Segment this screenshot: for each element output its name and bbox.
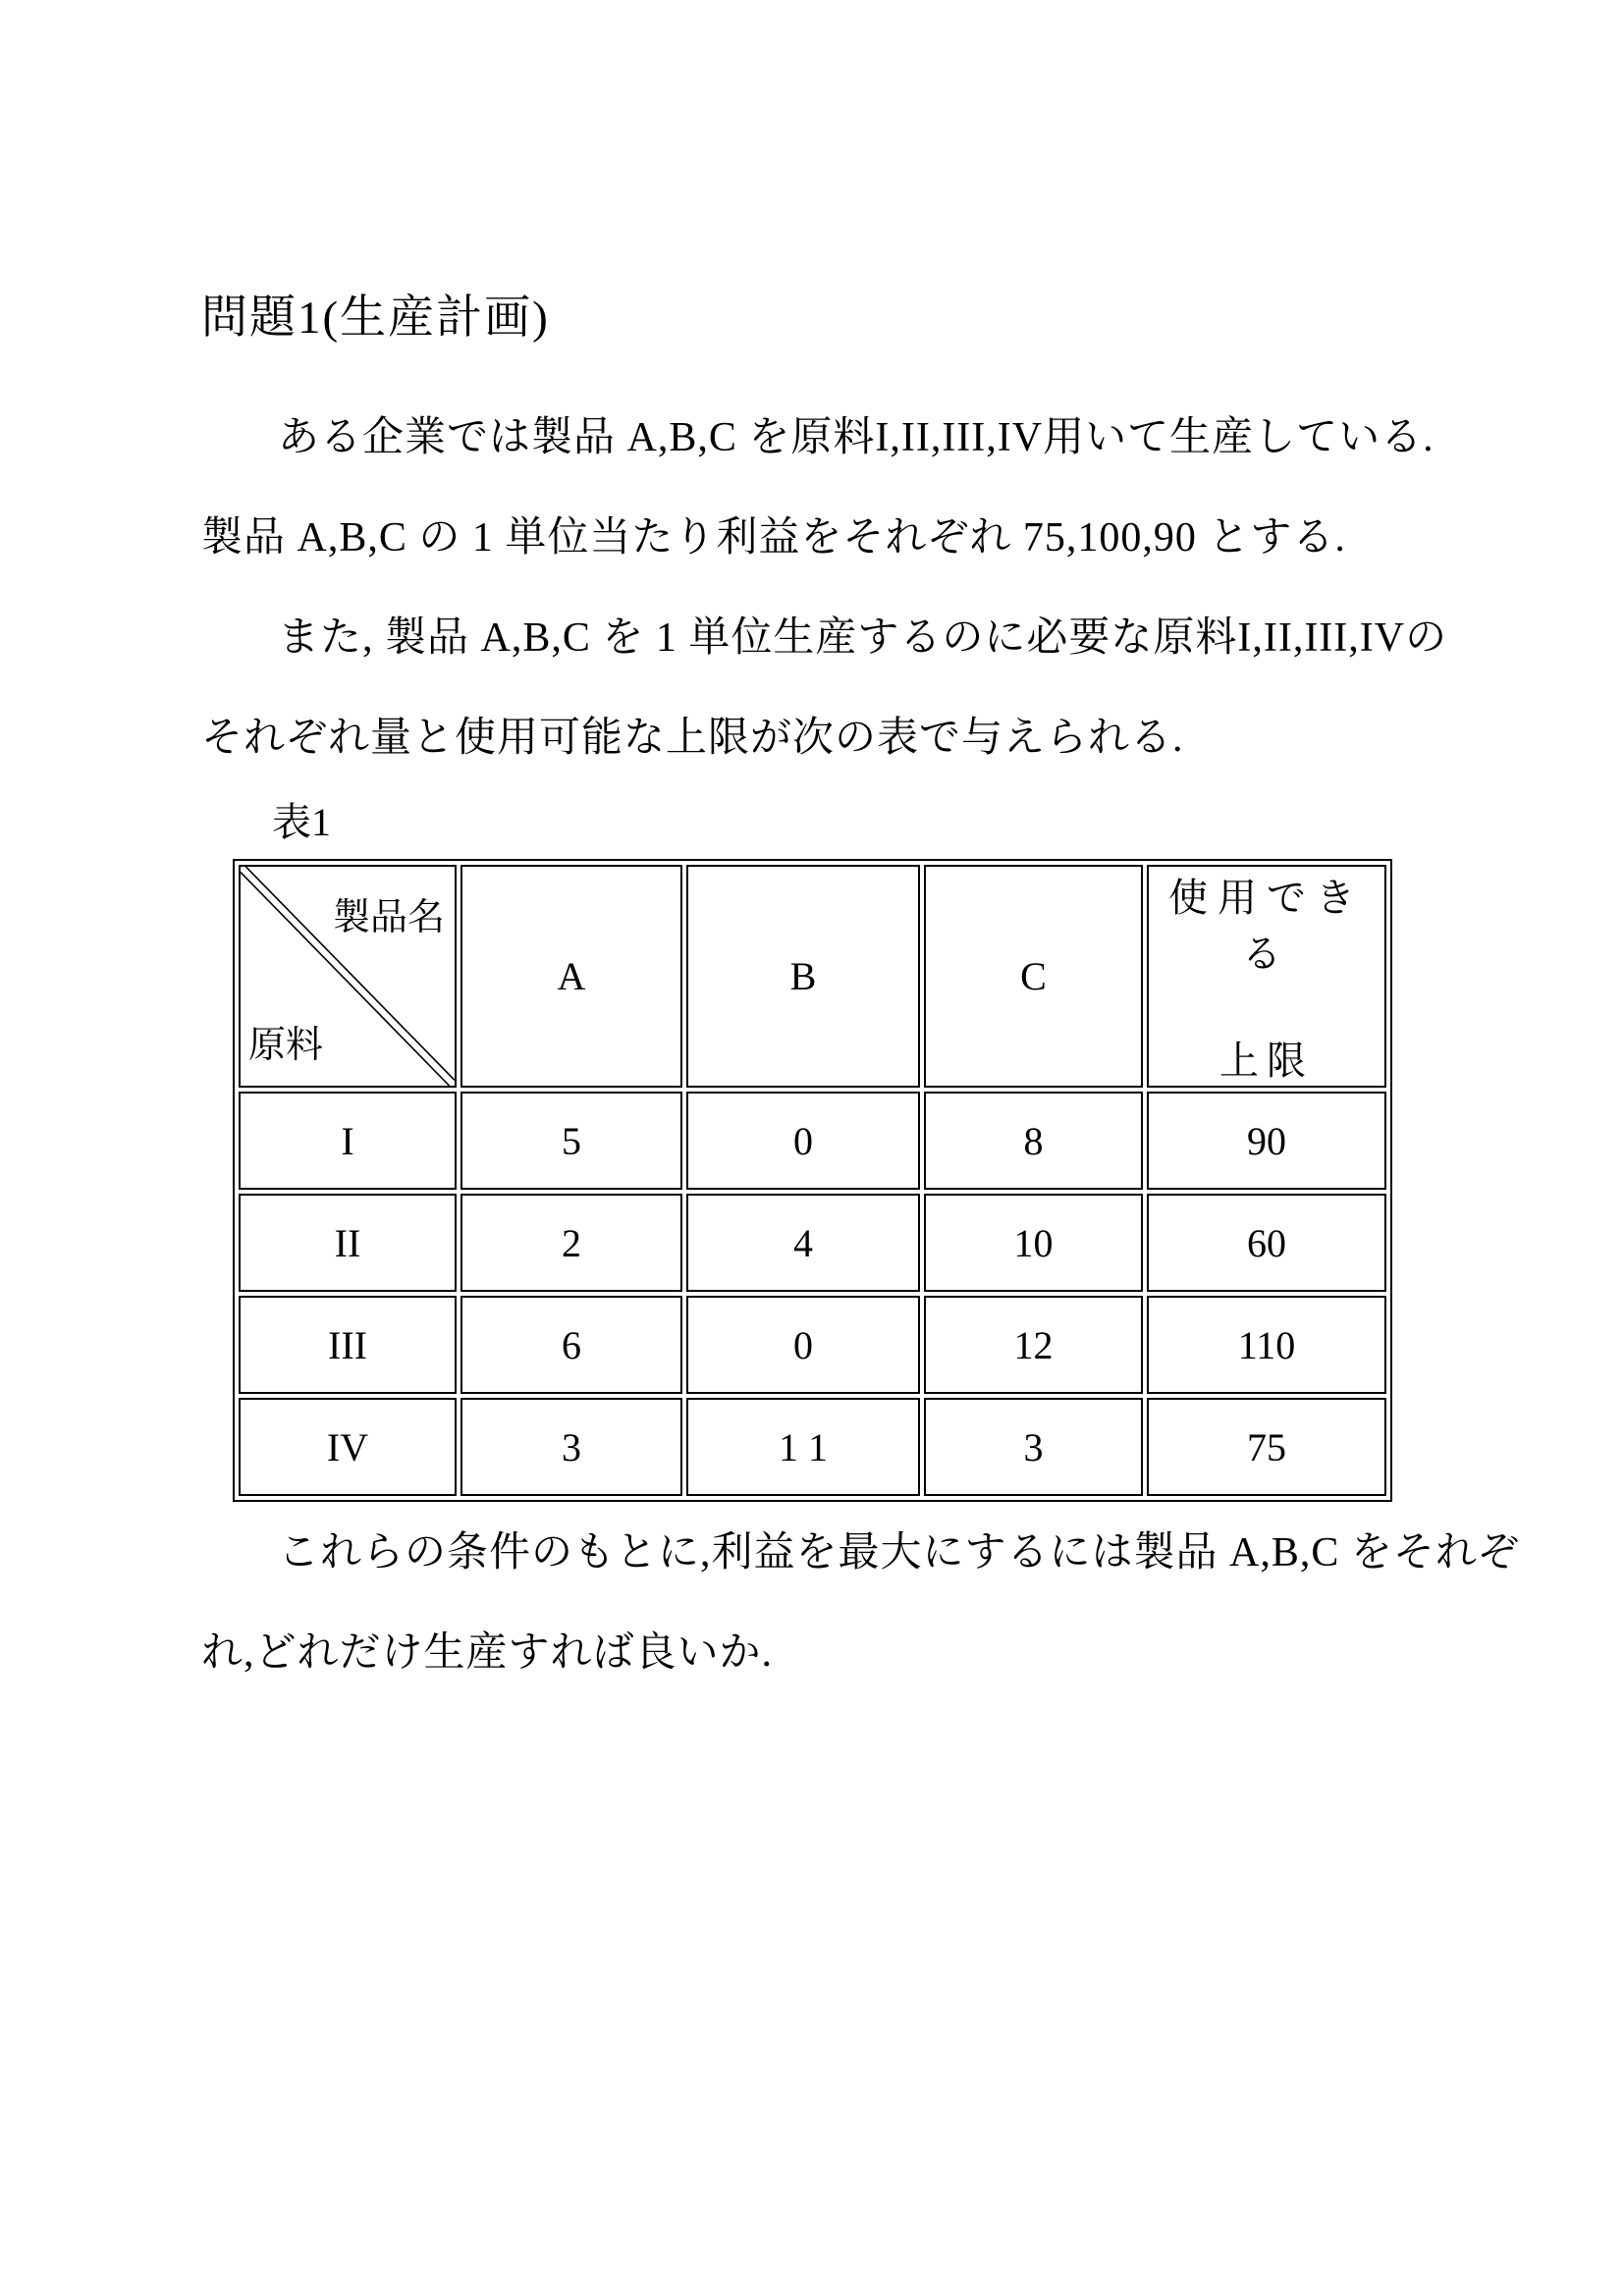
question-line-2: れ,どれだけ生産すれば良いか. — [201, 1630, 774, 1676]
column-header-limit — [1147, 865, 1386, 1088]
intro-line-3: また, 製品 A,B,C を 1 単位生産するのに必要な原料I,II,III,IVの — [278, 615, 1448, 661]
table-header-row — [239, 865, 1386, 1088]
table-cell: 3 — [924, 1398, 1143, 1496]
table-cell: 10 — [924, 1194, 1143, 1292]
intro-line-1: ある企業では製品 A,B,C を原料I,II,III,IV用いて生産している. — [278, 415, 1435, 460]
row-label: IV — [239, 1398, 457, 1496]
table-cell: 2 — [460, 1194, 682, 1292]
table-cell: 90 — [1147, 1092, 1386, 1190]
table-cell: 8 — [924, 1092, 1143, 1190]
question-line-1: これらの条件のもとに,利益を最大にするには製品 A,B,C をそれぞ — [278, 1530, 1520, 1575]
table-cell: 3 — [460, 1398, 682, 1496]
column-header-c: C — [924, 865, 1143, 1088]
row-label: II — [239, 1194, 457, 1292]
table-cell: 12 — [924, 1296, 1143, 1394]
resource-table — [233, 859, 1392, 1502]
row-label: I — [239, 1092, 457, 1190]
table-row — [239, 1194, 1386, 1292]
intro-line-2: 製品 A,B,C の 1 単位当たり利益をそれぞれ 75,100,90 とする. — [201, 515, 1346, 561]
table-cell: 75 — [1147, 1398, 1386, 1496]
row-label: III — [239, 1296, 457, 1394]
corner-label-materials: 原料 — [248, 1025, 324, 1066]
table-caption: 表1 — [272, 800, 331, 844]
table-cell: 0 — [686, 1296, 920, 1394]
table-cell: 60 — [1147, 1194, 1386, 1292]
table-row — [239, 1398, 1386, 1496]
table-cell: 0 — [686, 1092, 920, 1190]
table-cell: 110 — [1147, 1296, 1386, 1394]
table-cell: 4 — [686, 1194, 920, 1292]
problem-title: 問題1(生産計画) — [201, 293, 550, 344]
table-cell: 5 — [460, 1092, 682, 1190]
corner-header-cell — [239, 865, 457, 1088]
column-header-b: B — [686, 865, 920, 1088]
table-row — [239, 1092, 1386, 1190]
table-cell: 1 1 — [686, 1398, 920, 1496]
limit-header-line2: 上限 — [1219, 1039, 1314, 1083]
intro-line-4: それぞれ量と使用可能な上限が次の表で与えられる. — [201, 716, 1184, 761]
table-row — [239, 1296, 1386, 1394]
table-cell: 6 — [460, 1296, 682, 1394]
limit-header-line1: 使用できる — [1168, 876, 1365, 976]
column-header-a: A — [460, 865, 682, 1088]
corner-label-products: 製品名 — [332, 897, 445, 938]
